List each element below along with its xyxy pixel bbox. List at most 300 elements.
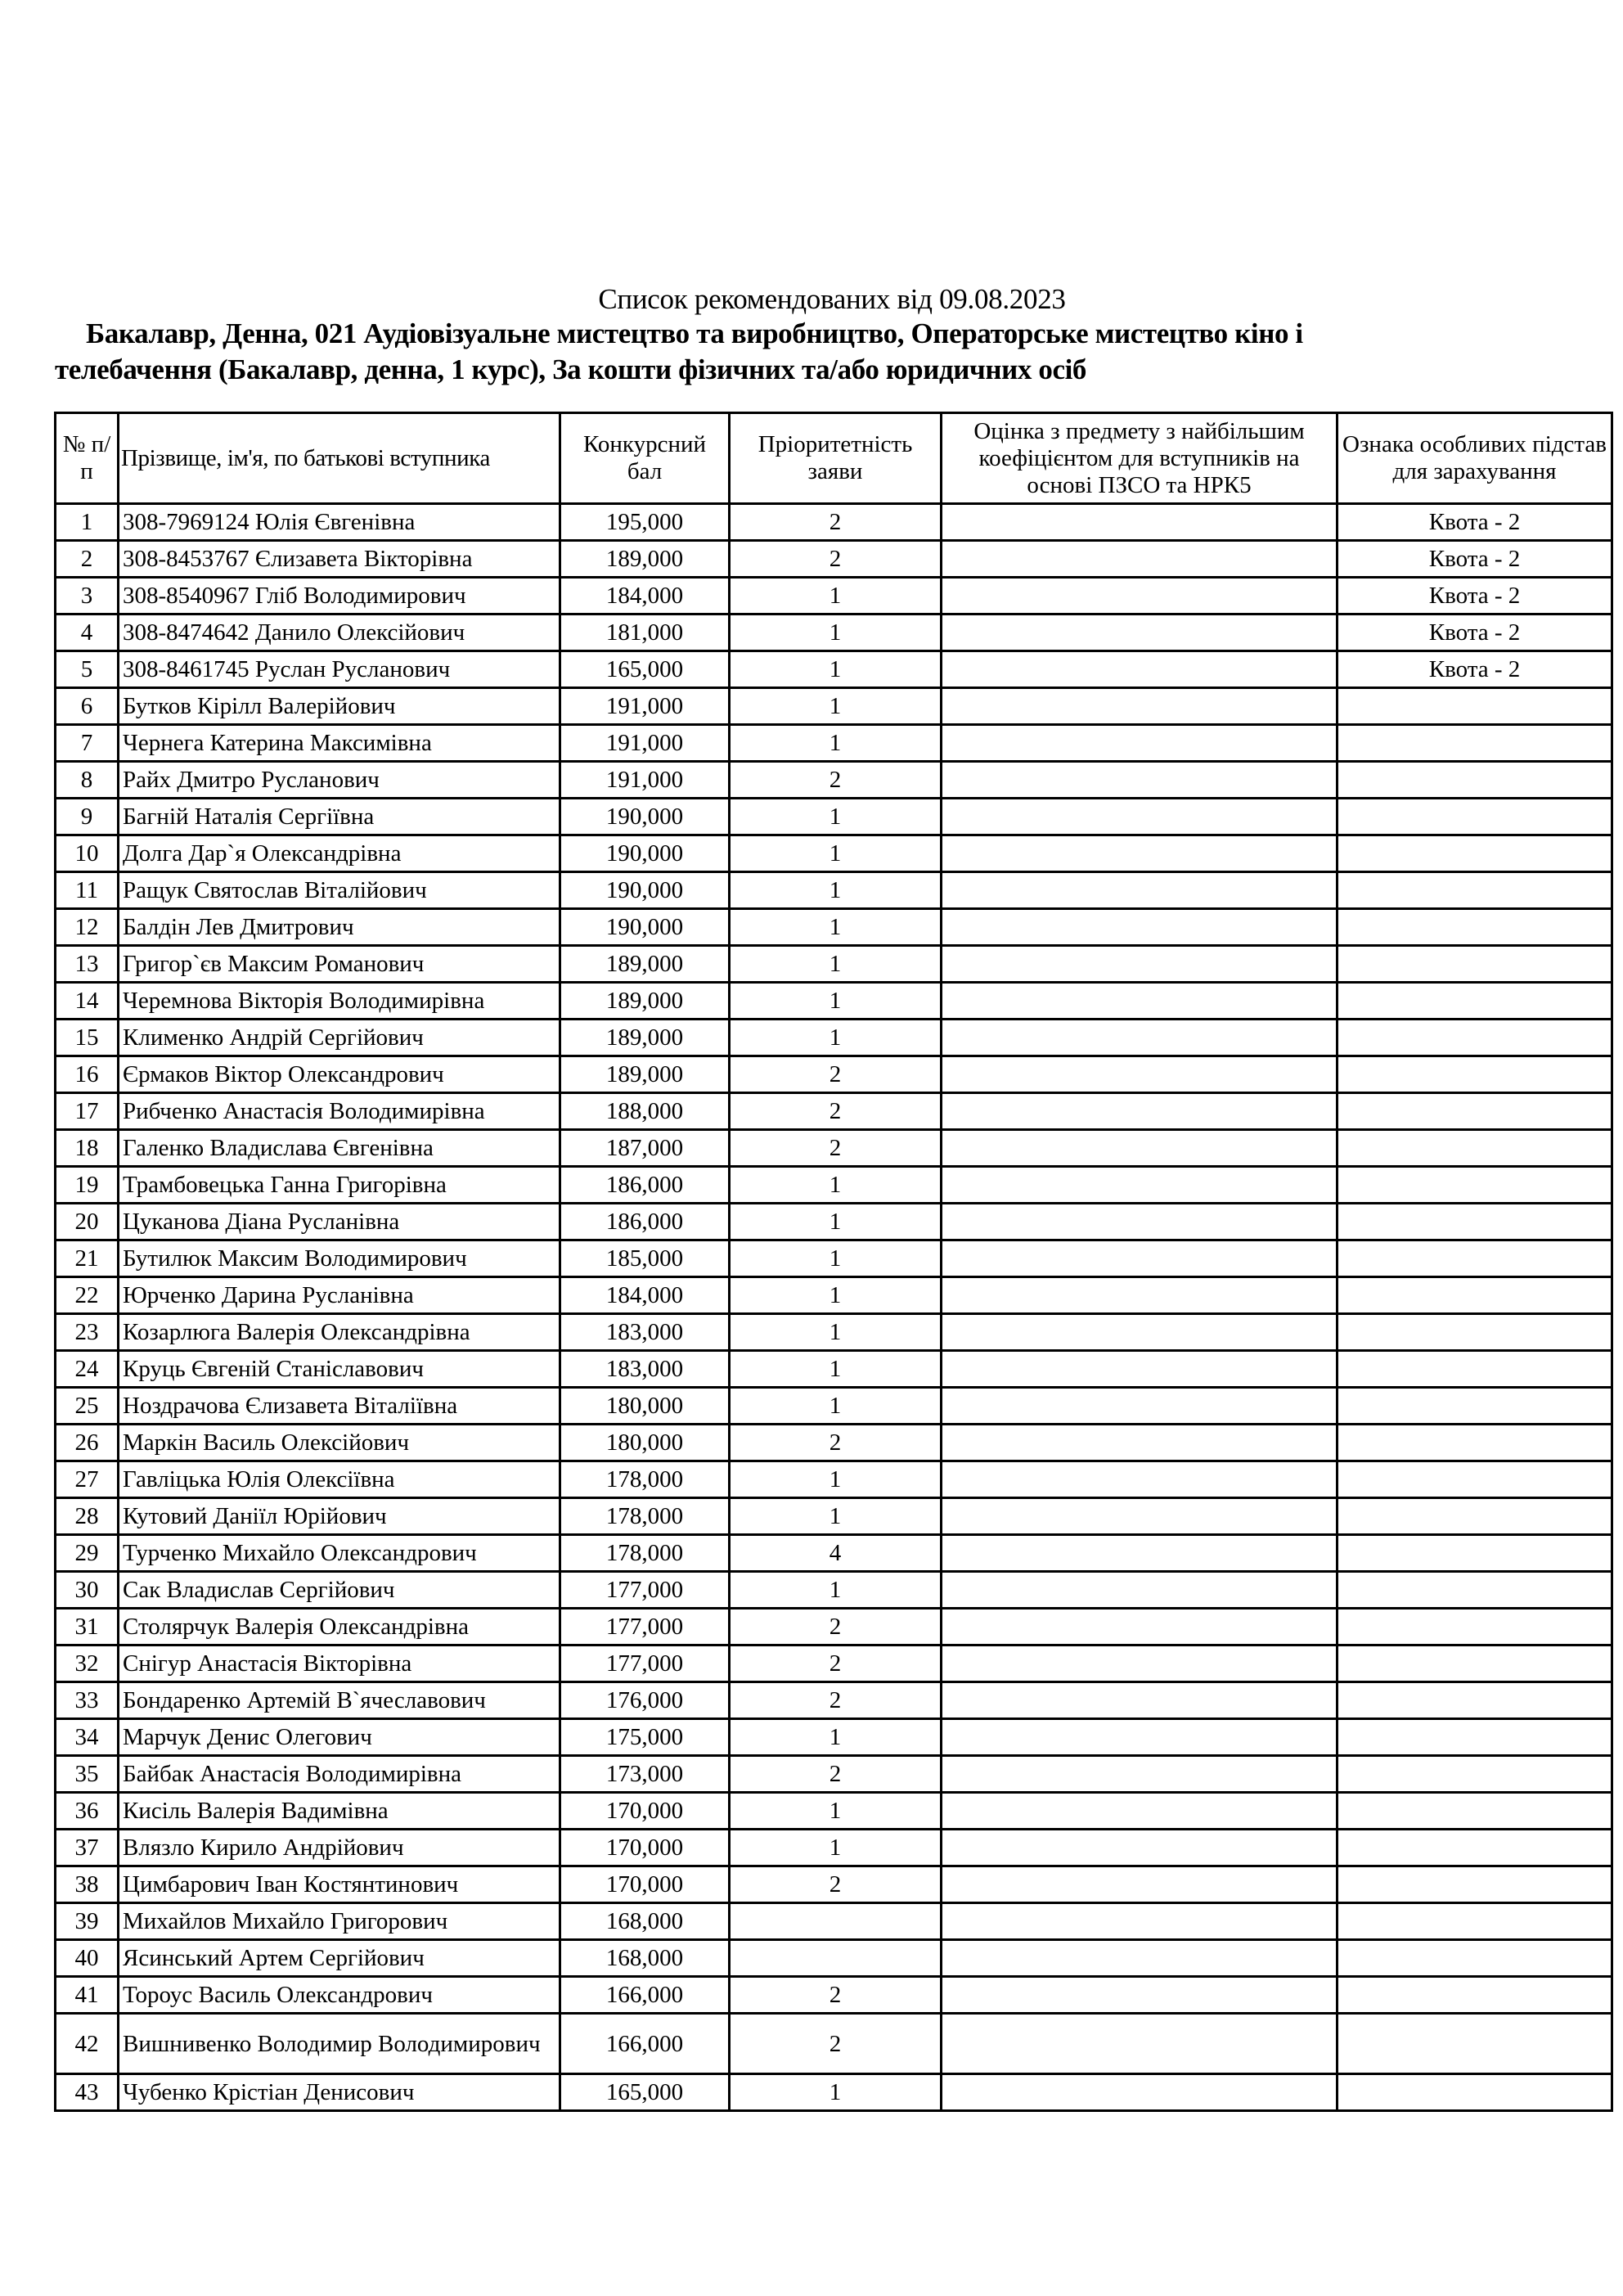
table-row [56,1425,1612,1461]
competitive-score-cell: 189,000 [560,1056,730,1093]
special-grounds-cell [1338,1020,1612,1056]
table-row [56,1020,1612,1056]
competitive-score-cell: 184,000 [560,578,730,615]
table-row [56,1240,1612,1277]
application-priority-cell: 1 [730,1277,942,1314]
special-grounds-cell [1338,1351,1612,1388]
subject-evaluation-cell [942,1314,1338,1351]
special-grounds-cell [1338,1977,1612,2014]
special-grounds-cell [1338,1830,1612,1866]
special-grounds-cell: Квота - 2 [1338,651,1612,688]
application-priority-cell: 1 [730,872,942,909]
row-number-cell: 3 [56,578,119,615]
applicant-name-cell: Турченко Михайло Олександрович [119,1535,560,1572]
competitive-score-cell: 168,000 [560,1903,730,1940]
row-number-cell: 18 [56,1130,119,1167]
subject-evaluation-cell [942,1719,1338,1756]
applicant-name-cell: 308-8461745 Руслан Русланович [119,651,560,688]
table-row [56,1903,1612,1940]
applicant-name-cell: Сак Владислав Сергійович [119,1572,560,1609]
special-grounds-cell [1338,1940,1612,1977]
competitive-score-cell: 168,000 [560,1940,730,1977]
applicant-name-cell: Михайлов Михайло Григорович [119,1903,560,1940]
applicant-name-cell: Столярчук Валерія Олександрівна [119,1609,560,1645]
competitive-score-cell: 180,000 [560,1425,730,1461]
header-priority: Пріоритетність заяви [730,413,942,504]
applicant-name-cell: Багній Наталія Сергіївна [119,799,560,835]
row-number-cell: 32 [56,1645,119,1682]
application-priority-cell: 2 [730,1425,942,1461]
row-number-cell: 10 [56,835,119,872]
applicant-name-cell: Ясинський Артем Сергійович [119,1940,560,1977]
special-grounds-cell [1338,1903,1612,1940]
application-priority-cell: 1 [730,946,942,983]
header-evaluation: Оцінка з предмету з найбільшим коефіцієнтом для вступників на основі ПЗСО та НРК5 [942,413,1338,504]
special-grounds-cell [1338,909,1612,946]
header-score: Конкурсний бал [560,413,730,504]
special-grounds-cell: Квота - 2 [1338,578,1612,615]
row-number-cell: 41 [56,1977,119,2014]
row-number-cell: 20 [56,1204,119,1240]
competitive-score-cell: 189,000 [560,946,730,983]
row-number-cell: 24 [56,1351,119,1388]
competitive-score-cell: 170,000 [560,1830,730,1866]
special-grounds-cell [1338,983,1612,1020]
special-grounds-cell [1338,1682,1612,1719]
competitive-score-cell: 183,000 [560,1314,730,1351]
competitive-score-cell: 166,000 [560,1977,730,2014]
special-grounds-cell [1338,1793,1612,1830]
applicant-name-cell: Балдін Лев Дмитрович [119,909,560,946]
competitive-score-cell: 190,000 [560,909,730,946]
application-priority-cell: 1 [730,1793,942,1830]
competitive-score-cell: 170,000 [560,1866,730,1903]
subject-evaluation-cell [942,1645,1338,1682]
row-number-cell: 22 [56,1277,119,1314]
table-row [56,1093,1612,1130]
application-priority-cell: 2 [730,541,942,578]
row-number-cell: 25 [56,1388,119,1425]
special-grounds-cell [1338,725,1612,762]
row-number-cell: 23 [56,1314,119,1351]
subject-evaluation-cell [942,1425,1338,1461]
applicant-name-cell: Трамбовецька Ганна Григорівна [119,1167,560,1204]
table-row [56,1204,1612,1240]
competitive-score-cell: 183,000 [560,1351,730,1388]
application-priority-cell: 1 [730,1020,942,1056]
application-priority-cell: 2 [730,1682,942,1719]
competitive-score-cell: 186,000 [560,1204,730,1240]
application-priority-cell: 1 [730,725,942,762]
competitive-score-cell: 165,000 [560,651,730,688]
row-number-cell: 11 [56,872,119,909]
applicant-name-cell: Клименко Андрій Сергійович [119,1020,560,1056]
subject-evaluation-cell [942,651,1338,688]
table-row [56,688,1612,725]
applicant-name-cell: Чубенко Крістіан Денисович [119,2074,560,2111]
applicant-name-cell: Райх Дмитро Русланович [119,762,560,799]
table-header-row [56,413,1612,504]
application-priority-cell: 1 [730,1240,942,1277]
subject-evaluation-cell [942,946,1338,983]
subject-evaluation-cell [942,835,1338,872]
special-grounds-cell: Квота - 2 [1338,615,1612,651]
applicant-name-cell: Снігур Анастасія Вікторівна [119,1645,560,1682]
table-body [56,504,1612,2111]
application-priority-cell: 2 [730,1093,942,1130]
subject-evaluation-cell [942,983,1338,1020]
subject-evaluation-cell [942,1204,1338,1240]
application-priority-cell [730,1903,942,1940]
table-row [56,983,1612,1020]
application-priority-cell: 2 [730,2014,942,2074]
subject-evaluation-cell [942,872,1338,909]
row-number-cell: 1 [56,504,119,541]
table-row [56,1461,1612,1498]
table-row [56,1277,1612,1314]
row-number-cell: 29 [56,1535,119,1572]
subject-evaluation-cell [942,1498,1338,1535]
applicant-name-cell: Черемнова Вікторія Володимирівна [119,983,560,1020]
row-number-cell: 27 [56,1461,119,1498]
special-grounds-cell [1338,1719,1612,1756]
application-priority-cell: 1 [730,578,942,615]
table-row [56,1645,1612,1682]
row-number-cell: 26 [56,1425,119,1461]
application-priority-cell: 1 [730,1572,942,1609]
special-grounds-cell [1338,799,1612,835]
competitive-score-cell: 187,000 [560,1130,730,1167]
subject-evaluation-cell [942,1682,1338,1719]
application-priority-cell: 2 [730,1056,942,1093]
applicant-name-cell: Вишнивенко Володимир Володимирович [119,2014,560,2074]
table-row [56,1756,1612,1793]
subject-evaluation-cell [942,1056,1338,1093]
application-priority-cell: 1 [730,799,942,835]
applicant-name-cell: Байбак Анастасія Володимирівна [119,1756,560,1793]
applicant-name-cell: Влязло Кирило Андрійович [119,1830,560,1866]
table-row [56,2014,1612,2074]
table-row [56,1572,1612,1609]
applicant-name-cell: Маркін Василь Олексійович [119,1425,560,1461]
competitive-score-cell: 185,000 [560,1240,730,1277]
row-number-cell: 39 [56,1903,119,1940]
special-grounds-cell [1338,1093,1612,1130]
table-row [56,1388,1612,1425]
applicant-name-cell: 308-8453767 Єлизавета Вікторівна [119,541,560,578]
application-priority-cell: 2 [730,1866,942,1903]
application-priority-cell: 1 [730,1314,942,1351]
table-row [56,872,1612,909]
table-row [56,1351,1612,1388]
row-number-cell: 6 [56,688,119,725]
special-grounds-cell [1338,1425,1612,1461]
competitive-score-cell: 190,000 [560,799,730,835]
applicant-name-cell: Рибченко Анастасія Володимирівна [119,1093,560,1130]
subject-evaluation-cell [942,762,1338,799]
row-number-cell: 30 [56,1572,119,1609]
subject-evaluation-cell [942,1866,1338,1903]
row-number-cell: 8 [56,762,119,799]
subject-evaluation-cell [942,1093,1338,1130]
table-row [56,909,1612,946]
document-subtitle [55,316,1613,388]
table-row [56,1609,1612,1645]
row-number-cell: 17 [56,1093,119,1130]
table-row [56,1977,1612,2014]
application-priority-cell: 2 [730,1645,942,1682]
special-grounds-cell [1338,1461,1612,1498]
subject-evaluation-cell [942,909,1338,946]
competitive-score-cell: 178,000 [560,1535,730,1572]
application-priority-cell: 1 [730,651,942,688]
applicant-name-cell: Юрченко Дарина Русланівна [119,1277,560,1314]
table-row [56,1830,1612,1866]
table-row [56,1793,1612,1830]
applicant-name-cell: Бутков Кірілл Валерійович [119,688,560,725]
subject-evaluation-cell [942,1020,1338,1056]
subject-evaluation-cell [942,1609,1338,1645]
special-grounds-cell [1338,1572,1612,1609]
subject-evaluation-cell [942,799,1338,835]
table-row [56,1498,1612,1535]
subject-evaluation-cell [942,1977,1338,2014]
competitive-score-cell: 195,000 [560,504,730,541]
table-row [56,1314,1612,1351]
row-number-cell: 9 [56,799,119,835]
application-priority-cell: 1 [730,688,942,725]
table-row [56,835,1612,872]
special-grounds-cell [1338,1130,1612,1167]
competitive-score-cell: 178,000 [560,1461,730,1498]
subject-evaluation-cell [942,1756,1338,1793]
subject-evaluation-cell [942,1535,1338,1572]
special-grounds-cell: Квота - 2 [1338,504,1612,541]
subject-evaluation-cell [942,1903,1338,1940]
application-priority-cell: 1 [730,1461,942,1498]
table-row [56,504,1612,541]
row-number-cell: 35 [56,1756,119,1793]
row-number-cell: 12 [56,909,119,946]
recommended-applicants-table [54,412,1613,2112]
application-priority-cell: 1 [730,615,942,651]
applicant-name-cell: Ноздрачова Єлизавета Віталіївна [119,1388,560,1425]
competitive-score-cell: 191,000 [560,762,730,799]
applicant-name-cell: Марчук Денис Олегович [119,1719,560,1756]
competitive-score-cell: 176,000 [560,1682,730,1719]
applicant-name-cell: Цуканова Діана Русланівна [119,1204,560,1240]
applicant-name-cell: Галенко Владислава Євгенівна [119,1130,560,1167]
special-grounds-cell [1338,1204,1612,1240]
applicant-name-cell: Круць Євгеній Станіславович [119,1351,560,1388]
competitive-score-cell: 170,000 [560,1793,730,1830]
competitive-score-cell: 191,000 [560,725,730,762]
special-grounds-cell [1338,1866,1612,1903]
applicant-name-cell: Єрмаков Віктор Олександрович [119,1056,560,1093]
table-row [56,1682,1612,1719]
competitive-score-cell: 180,000 [560,1388,730,1425]
application-priority-cell: 1 [730,1351,942,1388]
applicant-name-cell: 308-8540967 Гліб Володимирович [119,578,560,615]
application-priority-cell: 2 [730,1609,942,1645]
subject-evaluation-cell [942,1940,1338,1977]
subject-evaluation-cell [942,504,1338,541]
competitive-score-cell: 165,000 [560,2074,730,2111]
row-number-cell: 15 [56,1020,119,1056]
competitive-score-cell: 181,000 [560,615,730,651]
table-row [56,651,1612,688]
table-row [56,1719,1612,1756]
special-grounds-cell [1338,1756,1612,1793]
special-grounds-cell: Квота - 2 [1338,541,1612,578]
table-row [56,946,1612,983]
competitive-score-cell: 177,000 [560,1645,730,1682]
special-grounds-cell [1338,835,1612,872]
application-priority-cell: 4 [730,1535,942,1572]
header-name: Прізвище, ім'я, по батькові вступника [119,413,560,504]
table-row [56,1866,1612,1903]
special-grounds-cell [1338,1388,1612,1425]
special-grounds-cell [1338,2014,1612,2074]
competitive-score-cell: 173,000 [560,1756,730,1793]
row-number-cell: 33 [56,1682,119,1719]
application-priority-cell: 2 [730,1977,942,2014]
competitive-score-cell: 190,000 [560,872,730,909]
competitive-score-cell: 189,000 [560,983,730,1020]
special-grounds-cell [1338,946,1612,983]
table-row [56,762,1612,799]
application-priority-cell: 2 [730,1130,942,1167]
applicant-name-cell: Чернега Катерина Максимівна [119,725,560,762]
competitive-score-cell: 188,000 [560,1093,730,1130]
subject-evaluation-cell [942,1351,1338,1388]
application-priority-cell: 2 [730,1756,942,1793]
subject-evaluation-cell [942,1240,1338,1277]
applicant-name-cell: Григор`єв Максим Романович [119,946,560,983]
application-priority-cell: 1 [730,1204,942,1240]
application-priority-cell: 1 [730,909,942,946]
applicant-name-cell: Долга Дар`я Олександрівна [119,835,560,872]
special-grounds-cell [1338,1277,1612,1314]
table-row [56,578,1612,615]
header-special-grounds: Ознака особливих підстав для зарахування [1338,413,1612,504]
row-number-cell: 4 [56,615,119,651]
document-title: Список рекомендованих від 09.08.2023 [598,283,1066,315]
special-grounds-cell [1338,1167,1612,1204]
row-number-cell: 40 [56,1940,119,1977]
applicant-name-cell: Ращук Святослав Віталійович [119,872,560,909]
subject-evaluation-cell [942,688,1338,725]
subject-evaluation-cell [942,578,1338,615]
special-grounds-cell [1338,1535,1612,1572]
table-row [56,541,1612,578]
header-num: № п/п [56,413,119,504]
applicant-name-cell: 308-8474642 Данило Олексійович [119,615,560,651]
application-priority-cell: 1 [730,1498,942,1535]
competitive-score-cell: 177,000 [560,1609,730,1645]
subtitle-line-1: Бакалавр, Денна, 021 Аудіовізуальне мистецтво та виробництво, Операторське мистецтво кіно і [86,317,1303,349]
competitive-score-cell: 189,000 [560,1020,730,1056]
subject-evaluation-cell [942,1277,1338,1314]
row-number-cell: 43 [56,2074,119,2111]
table-row [56,1167,1612,1204]
table-row [56,725,1612,762]
application-priority-cell: 1 [730,1167,942,1204]
subject-evaluation-cell [942,1793,1338,1830]
row-number-cell: 7 [56,725,119,762]
row-number-cell: 16 [56,1056,119,1093]
application-priority-cell [730,1940,942,1977]
application-priority-cell: 1 [730,1719,942,1756]
competitive-score-cell: 184,000 [560,1277,730,1314]
applicant-name-cell: Цимбарович Іван Костянтинович [119,1866,560,1903]
applicant-name-cell: Гавліцька Юлія Олексіївна [119,1461,560,1498]
table-row [56,2074,1612,2111]
table-row [56,1130,1612,1167]
special-grounds-cell [1338,872,1612,909]
subject-evaluation-cell [942,1461,1338,1498]
competitive-score-cell: 191,000 [560,688,730,725]
row-number-cell: 2 [56,541,119,578]
special-grounds-cell [1338,1645,1612,1682]
special-grounds-cell [1338,1609,1612,1645]
table-row [56,1535,1612,1572]
subject-evaluation-cell [942,541,1338,578]
special-grounds-cell [1338,762,1612,799]
table-row [56,1940,1612,1977]
competitive-score-cell: 175,000 [560,1719,730,1756]
row-number-cell: 37 [56,1830,119,1866]
competitive-score-cell: 166,000 [560,2014,730,2074]
competitive-score-cell: 177,000 [560,1572,730,1609]
competitive-score-cell: 189,000 [560,541,730,578]
subject-evaluation-cell [942,725,1338,762]
subject-evaluation-cell [942,1572,1338,1609]
special-grounds-cell [1338,1498,1612,1535]
special-grounds-cell [1338,2074,1612,2111]
subject-evaluation-cell [942,1830,1338,1866]
competitive-score-cell: 186,000 [560,1167,730,1204]
subject-evaluation-cell [942,1130,1338,1167]
table-row [56,1056,1612,1093]
subject-evaluation-cell [942,2014,1338,2074]
row-number-cell: 36 [56,1793,119,1830]
table-row [56,615,1612,651]
application-priority-cell: 1 [730,2074,942,2111]
row-number-cell: 19 [56,1167,119,1204]
special-grounds-cell [1338,1314,1612,1351]
applicant-name-cell: Кутовий Даніїл Юрійович [119,1498,560,1535]
special-grounds-cell [1338,1056,1612,1093]
application-priority-cell: 1 [730,835,942,872]
row-number-cell: 5 [56,651,119,688]
row-number-cell: 13 [56,946,119,983]
row-number-cell: 42 [56,2014,119,2074]
row-number-cell: 21 [56,1240,119,1277]
competitive-score-cell: 178,000 [560,1498,730,1535]
application-priority-cell: 1 [730,1388,942,1425]
subject-evaluation-cell [942,1388,1338,1425]
special-grounds-cell [1338,1240,1612,1277]
applicant-name-cell: Бутилюк Максим Володимирович [119,1240,560,1277]
applicant-name-cell: Тороус Василь Олександрович [119,1977,560,2014]
applicant-name-cell: 308-7969124 Юлія Євгенівна [119,504,560,541]
row-number-cell: 14 [56,983,119,1020]
application-priority-cell: 1 [730,983,942,1020]
subtitle-line-2: телебачення (Бакалавр, денна, 1 курс), За кошти фізичних та/або юридичних осіб [55,353,1087,385]
row-number-cell: 31 [56,1609,119,1645]
subject-evaluation-cell [942,2074,1338,2111]
